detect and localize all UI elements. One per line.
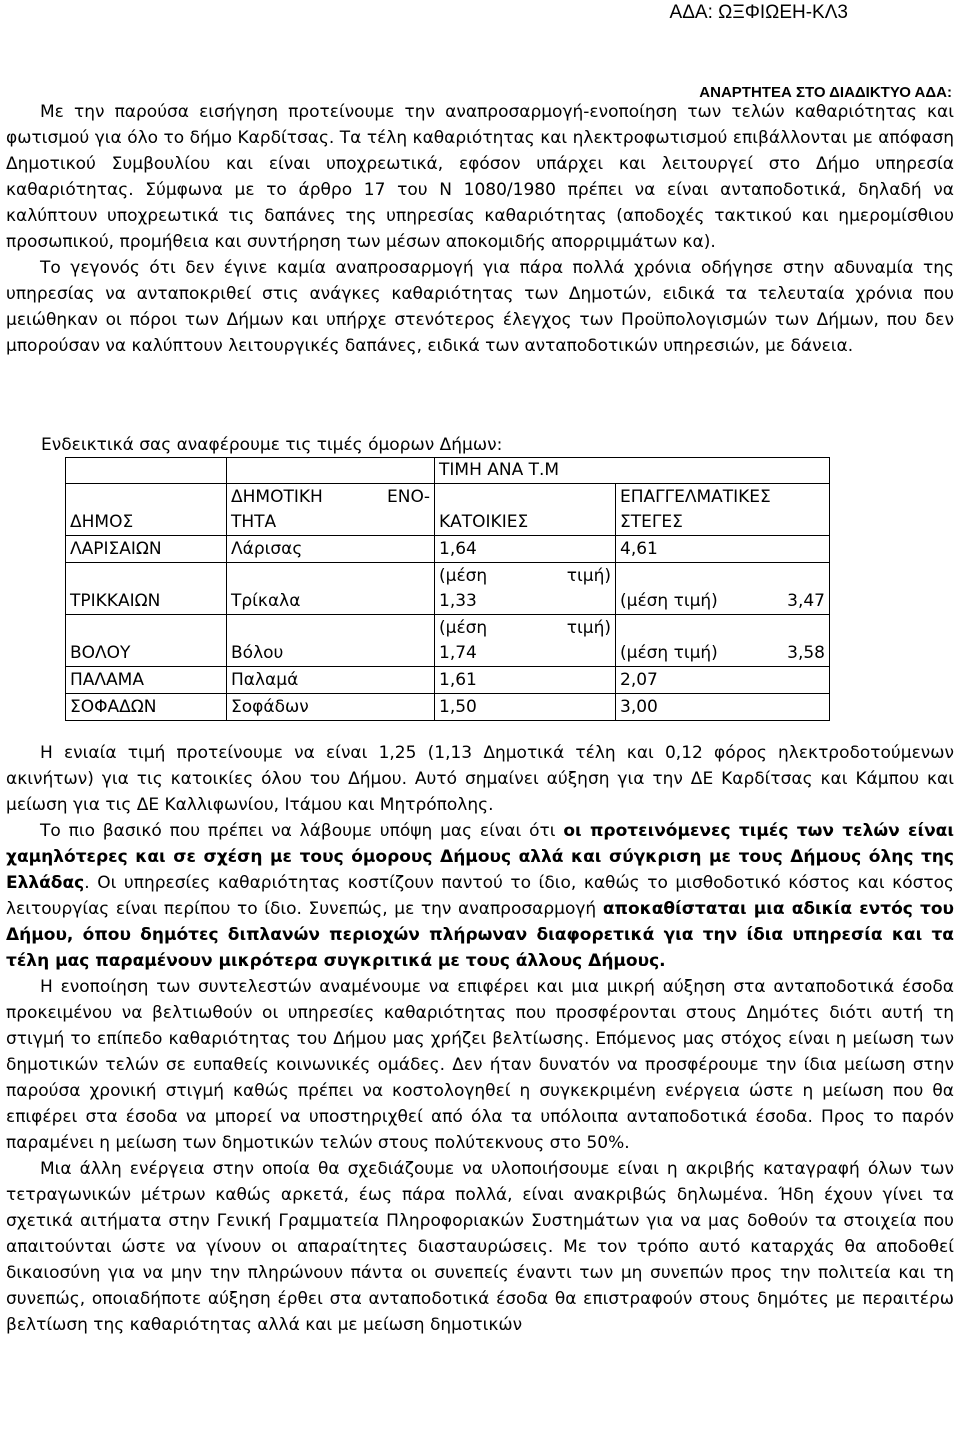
posting-notice: ΑΝΑΡΤΗΤΕΑ ΣΤΟ ΔΙΑΔΙΚΤΥΟ ΑΔΑ: [699, 84, 952, 101]
paragraph-unified-price: Η ενιαία τιμή προτείνουμε να είναι 1,25 (1,13 Δημοτικά τέλη και 0,12 φόρος ηλεκτροδοτούμενων ακινήτων) για τις κατοικίες όλου του Δήμου. Αυτό σημαίνει αύξηση για την ΔΕ Καρδίτσας και Κάμπου και μείωση για τις ΔΕ Καλλιφωνίου, Ιτάμου και Μητρόπολης. [6, 743, 954, 815]
municipality-cell: ΒΟΛΟΥ [66, 615, 227, 667]
unit-cell: Σοφάδων [227, 694, 435, 721]
proposal-justification-section [6, 740, 954, 1338]
table-intro: Ενδεικτικά σας αναφέρουμε τις τιμές όμορων Δήμων: [41, 435, 503, 455]
unit-cell: Παλαμά [227, 667, 435, 694]
table-row [66, 536, 830, 563]
unit-cell: Λάρισας [227, 536, 435, 563]
commercial-cell: 2,07 [616, 667, 830, 694]
commercial-value: 3,47 [787, 591, 825, 611]
residential-note: (μέση τιμή) [439, 618, 611, 638]
residential-cell: 1,61 [435, 667, 616, 694]
paragraph-purpose: Με την παρούσα εισήγηση προτείνουμε την αναπροσαρμογή-ενοποίηση των τελών καθαριότητας και φωτισμού για όλο το δήμο Καρδίτσας. Τα τέλη καθαριότητας και ηλεκτροφωτισμού επιβάλλονται με απόφαση Δημοτικού Συμβουλίου και είναι υποχρεωτικά, εφόσον υπάρχει και λειτουργεί στο Δήμο υπηρεσία καθαριότητας. Σύμφωνα με το άρθρο 17 του Ν 1080/1980 πρέπει να είναι ανταποδοτικά, δηλαδή να καλύπτουν υποχρεωτικά τις δαπάνες της υπηρεσίας καθαριότητας (αποδοχές τακτικού και ημερομίσθιου προσωπικού, προμήθεια και συντήρηση των μέσων αποκομιδής απορριμμάτων κα). [6, 102, 954, 252]
paragraph-key-point [6, 818, 954, 974]
residential-note: (μέση τιμή) [439, 566, 611, 586]
col-municipality: ΔΗΜΟΣ [66, 484, 227, 536]
unit-cell: Τρίκαλα [227, 563, 435, 615]
table-header-row [66, 458, 830, 484]
table-row [66, 563, 830, 615]
proposal-section [6, 99, 954, 359]
commercial-cell: 4,61 [616, 536, 830, 563]
residential-cell: 1,50 [435, 694, 616, 721]
unit-cell: Βόλου [227, 615, 435, 667]
col-commercial-line1: ΕΠΑΓΓΕΛΜΑΤΙΚΕΣ [620, 487, 771, 507]
municipality-cell: ΛΑΡΙΣΑΙΩΝ [66, 536, 227, 563]
commercial-cell [616, 615, 830, 667]
key-point-emphasis: οι προτεινόμενες τιμές των τελών είναι χαμηλότερες και σε σχέση με τους όμορους Δήμους αλλά και σύγκριση με τους Δήμους όλης της Ελλάδας [6, 821, 954, 893]
paragraph-area-registration: Μια άλλη ενέργεια στην οποία θα σχεδιάζουμε να υλοποιήσουμε είναι η ακριβής καταγραφή όλων των τετραγωνικών μέτρων καθώς αρκετά, έως πάρα πολλά, είναι ανακριβώς δηλωμένα. Ήδη έχουν γίνει τα σχετικά αιτήματα στην Γενική Γραμματεία Πληροφοριακών Συστημάτων για να μας δοθούν τα στοιχεία που απαιτούνται ώστε να γίνουν οι απαραίτητες διασταυρώσεις. Με τον τρόπο αυτό καταρχάς θα αποδοθεί δικαιοσύνη για να μην την πληρώνουν πάντα οι συνεπείς έναντι των μη συνεπών προς την πολιτεία και τη συνεπώς, οποιαδήποτε αύξηση έρθει στα ανταποδοτικά έσοδα θα επιστραφούν στους δημότες με περαιτέρω βελτίωση της καθαριότητας αλλά και με μείωση δημοτικών [6, 1159, 954, 1335]
paragraph-unification-effects: Η ενοποίηση των συντελεστών αναμένουμε να επιφέρει και μια μικρή αύξηση στα ανταποδοτικά έσοδα προκειμένου να βελτιωθούν οι υπηρεσίες καθαριότητας που προσφέρονται στους Δημότες διότι αυτή τη στιγμή το επίπεδο καθαριότητας του Δήμου μας χρήζει βελτίωσης. Επόμενος μας στόχος είναι η μείωση των δημοτικών τελών σε ευπαθείς κοινωνικές ομάδες. Δεν ήταν δυνατόν να προσφέρουμε την ίδια μείωση στην παρούσα χρονική στιγμή καθώς πρέπει να κοστολογηθεί η συγκεκριμένη ενέργεια ώστε η μείωση που θα επιφέρει στα έσοδα να μπορεί να υποστηριχθεί από όλα τα υπόλοιπα ανταποδοτικά έσοδα. Προς το παρόν παραμένει η μείωση των δημοτικών τελών στους πολύτεκνους στο 50%. [6, 977, 954, 1153]
price-per-sqm-header: ΤΙΜΗ ΑΝΑ Τ.Μ [435, 458, 830, 484]
commercial-value: 3,58 [787, 643, 825, 663]
commercial-line [620, 641, 825, 666]
municipality-cell: ΤΡΙΚΚΑΙΩΝ [66, 563, 227, 615]
residential-cell [435, 615, 616, 667]
table-column-headers [66, 484, 830, 536]
residential-value: 1,74 [439, 643, 477, 663]
table-row [66, 667, 830, 694]
key-point-emphasis-justice: αποκαθίσταται μια αδικία εντός του Δήμου, όπου δημότες διπλανών περιοχών πλήρωναν διαφορετικά για την ίδια υπηρεσία και τα τέλη μας παραμένουν μικρότερα συγκριτικά με τους άλλους Δήμους. [6, 899, 954, 971]
ada-identifier: ΑΔΑ: ΩΞΦΙΩΕΗ-ΚΛ3 [669, 2, 848, 23]
paragraph-background: Το γεγονός ότι δεν έγινε καμία αναπροσαρμογή για πάρα πολλά χρόνια οδήγησε στην αδυναμία της υπηρεσίας να ανταποκριθεί στις ανάγκες καθαριότητας των Δημοτών, ειδικά τα τελευταία χρόνια που μειώθηκαν οι πόροι των Δήμων και υπήρχε στενότερος έλεγχος των Προϋπολογισμών των Δήμων, που δεν μπορούσαν να καλύπτουν λειτουργικές δαπάνες, ειδικά των ανταποδοτικών υπηρεσιών, με δάνεια. [6, 258, 954, 356]
key-point-text: Το πιο βασικό που πρέπει να λάβουμε υπόψη μας είναι ότι [40, 821, 564, 841]
col-commercial [616, 484, 830, 536]
col-municipal-unit-line2: ΤΗΤΑ [231, 512, 277, 532]
residential-value: 1,33 [439, 591, 477, 611]
commercial-cell [616, 563, 830, 615]
commercial-cell: 3,00 [616, 694, 830, 721]
col-residential: ΚΑΤΟΙΚΙΕΣ [435, 484, 616, 536]
municipality-cell: ΣΟΦΑΔΩΝ [66, 694, 227, 721]
key-point-text-continued: . Οι υπηρεσίες καθαριότητας κοστίζουν παντού το ίδιο, καθώς το μισθοδοτικό κόστος και κόστος λειτουργίας είναι περίπου το ίδιο. Συνεπώς, με την αναπροσαρμογή [6, 873, 954, 919]
municipality-cell: ΠΑΛΑΜΑ [66, 667, 227, 694]
col-commercial-line2: ΣΤΕΓΕΣ [620, 512, 683, 532]
commercial-line [620, 589, 825, 614]
col-municipal-unit [227, 484, 435, 536]
residential-cell [435, 563, 616, 615]
residential-cell: 1,64 [435, 536, 616, 563]
table-row [66, 615, 830, 667]
neighbouring-municipalities-table [65, 457, 830, 721]
commercial-note: (μέση τιμή) [620, 643, 718, 663]
table-row [66, 694, 830, 721]
commercial-note: (μέση τιμή) [620, 591, 718, 611]
col-municipal-unit-line1: ΔΗΜΟΤΙΚΗ ΕΝΟ- [231, 487, 430, 507]
